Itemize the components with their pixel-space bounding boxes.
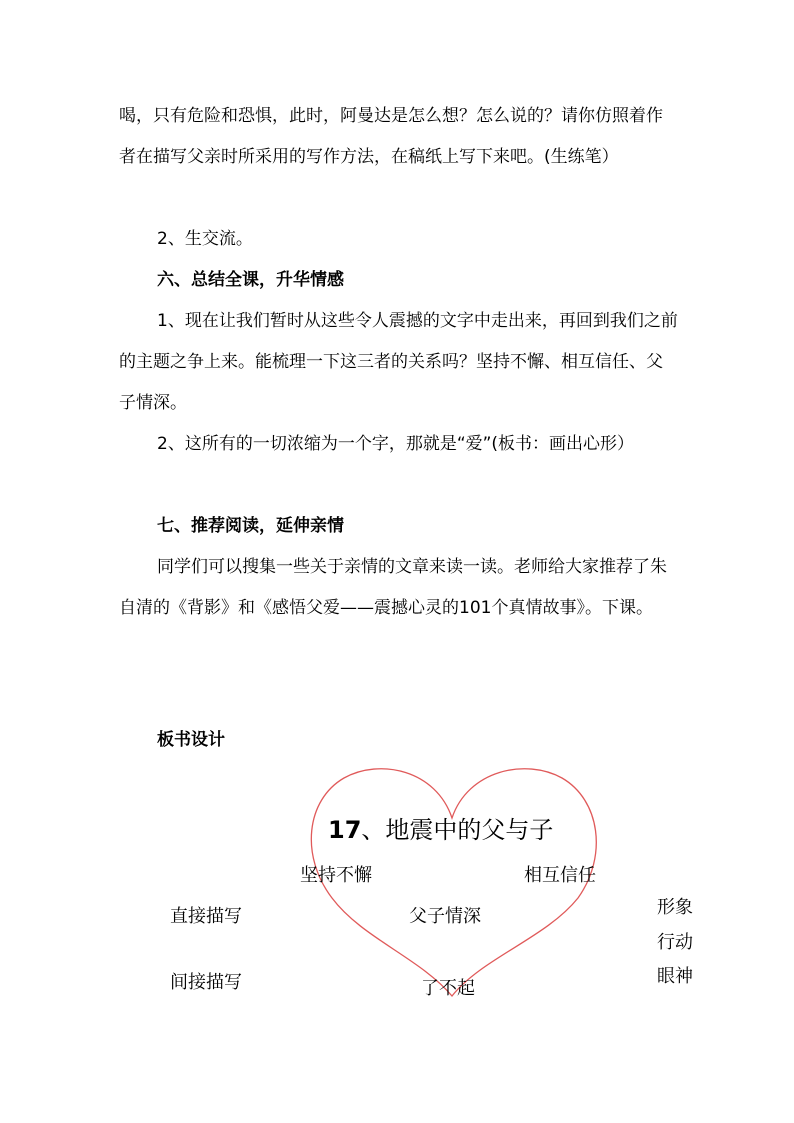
board-title bbox=[328, 810, 553, 845]
board-label-love: 父子情深 bbox=[409, 906, 481, 927]
paragraph-writing-task: 喝，只有危险和恐惧，此时，阿曼达是怎么想？怎么说的？请你仿照着作者在描写父亲时所采用的写作方法，在稿纸上写下来吧。(生练笔） bbox=[119, 106, 663, 167]
board-label-direct: 直接描写 bbox=[170, 906, 242, 927]
board-label-persistent: 坚持不懈 bbox=[300, 865, 372, 886]
board-title-number: 17 bbox=[328, 816, 362, 844]
section-heading-summary: 六、总结全课，升华情感 bbox=[157, 270, 344, 290]
board-label-trust: 相互信任 bbox=[524, 865, 596, 886]
board-label-indirect: 间接描写 bbox=[170, 972, 242, 993]
paragraph-relationship: 1、现在让我们暂时从这些令人震撼的文字中走出来，再回到我们之前的主题之争上来。能梳理一下这三者的关系吗？坚持不懈、相互信任、父子情深。 bbox=[119, 311, 678, 413]
paragraph-recommend: 同学们可以搜集一些关于亲情的文章来读一读。老师给大家推荐了朱自清的《背影》和《感悟父爱——震撼心灵的101个真情故事》。下课。 bbox=[119, 557, 667, 618]
paragraph-exchange: 2、生交流。 bbox=[157, 229, 253, 249]
board-title-text: 、地震中的父与子 bbox=[361, 816, 554, 844]
board-label-image: 形象 bbox=[657, 897, 693, 918]
board-design-heading: 板书设计 bbox=[157, 730, 225, 750]
board-label-great: 了不起 bbox=[421, 978, 475, 999]
paragraph-love: 2、这所有的一切浓缩为一个字，那就是“爱”(板书：画出心形） bbox=[157, 434, 635, 454]
board-label-eyes: 眼神 bbox=[657, 966, 693, 987]
board-label-action: 行动 bbox=[657, 932, 693, 953]
section-heading-reading: 七、推荐阅读，延伸亲情 bbox=[157, 516, 344, 536]
